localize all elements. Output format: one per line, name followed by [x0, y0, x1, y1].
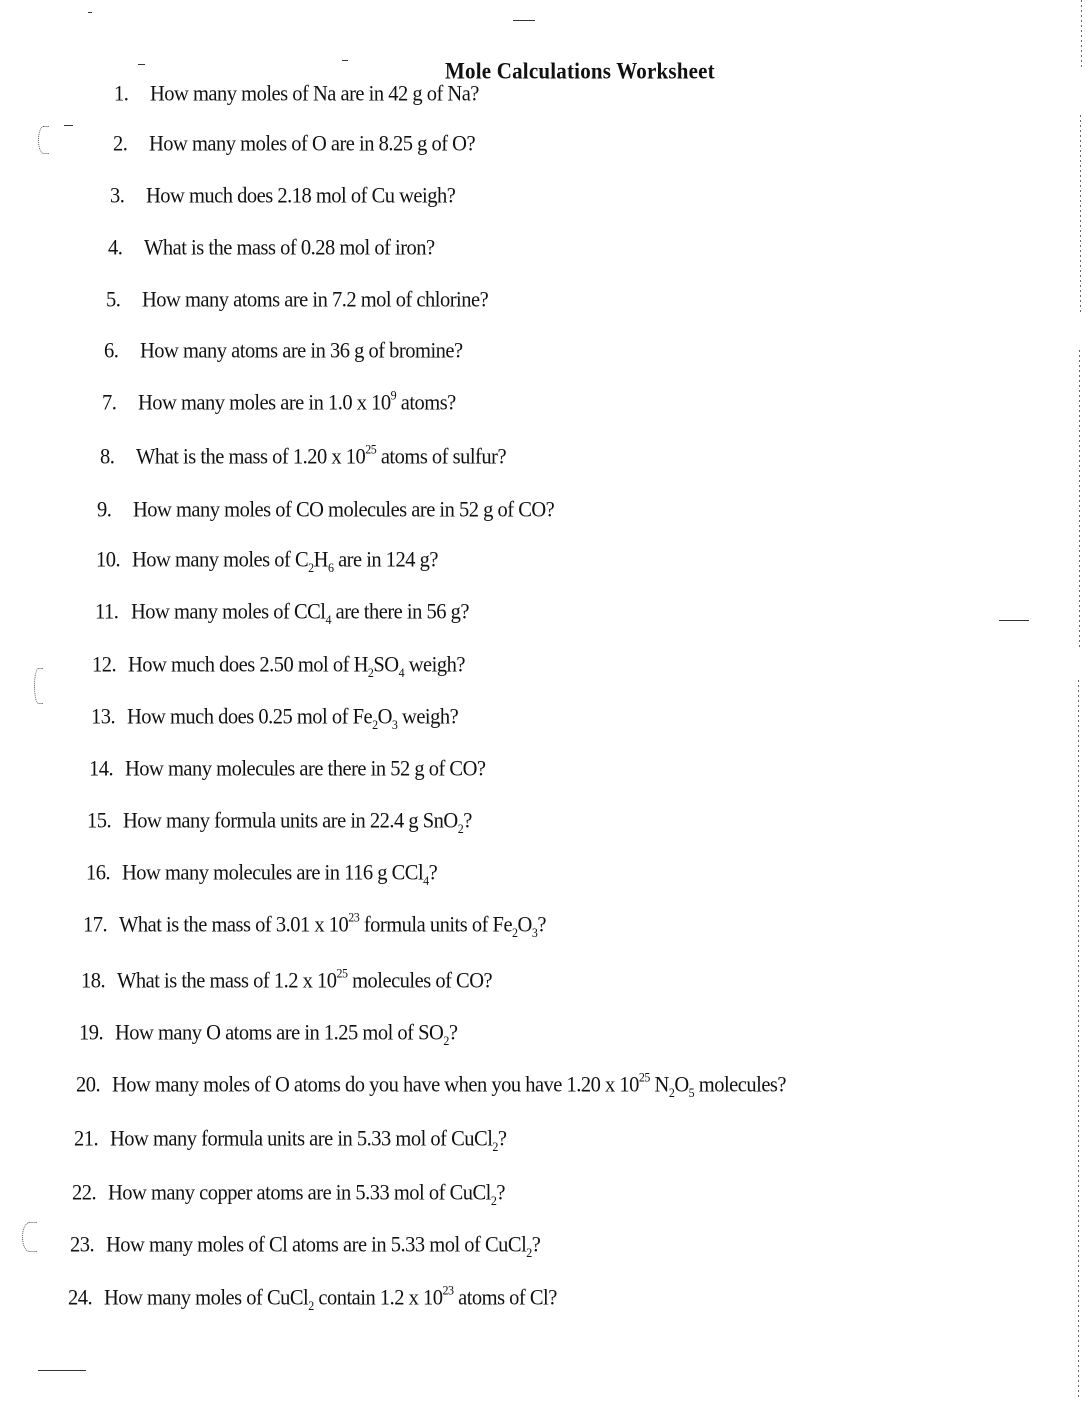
subscript: 6 [327, 559, 334, 575]
question-number: 16. [86, 861, 111, 885]
question-number: 9. [97, 498, 112, 522]
subscript: 2 [668, 1084, 675, 1100]
text-run: How many O atoms are in 1.25 mol of SO [115, 1021, 444, 1045]
text-run: atoms of sulfur? [376, 445, 507, 469]
superscript: 23 [348, 909, 360, 925]
question-number: 24. [68, 1286, 93, 1310]
question-text [110, 1127, 507, 1154]
question-number: 12. [92, 653, 117, 677]
question-item [108, 236, 435, 261]
subscript: 2 [526, 1244, 532, 1260]
text-run: ? [537, 913, 546, 937]
text-run: How many moles of C [132, 548, 309, 572]
scan-edge-line [1081, 0, 1082, 70]
question-number: 2. [113, 132, 128, 156]
question-text [138, 387, 456, 415]
text-run: How many molecules are there in 52 g of CO? [125, 757, 486, 781]
question-text [150, 82, 479, 106]
question-number: 14. [89, 757, 114, 781]
question-number: 17. [83, 913, 108, 937]
text-run: How many moles of O atoms do you have when you have 1.20 x 10 [112, 1073, 639, 1097]
subscript: 2 [492, 1138, 498, 1154]
text-run: formula units of Fe [359, 913, 513, 937]
question-item [97, 498, 554, 523]
question-item [102, 387, 456, 416]
subscript: 2 [308, 1297, 314, 1313]
text-run: weigh? [404, 653, 465, 677]
text-run: How many moles of CCl [131, 600, 326, 624]
question-text [104, 1282, 557, 1313]
question-number: 4. [108, 236, 123, 260]
question-text [133, 498, 554, 522]
text-run: ? [496, 1181, 505, 1205]
question-number: 13. [91, 705, 116, 729]
subscript: 3 [391, 716, 398, 732]
question-number: 8. [100, 445, 115, 469]
text-run: are in 124 g? [333, 548, 439, 572]
text-run: molecules? [694, 1073, 786, 1097]
question-text [128, 653, 465, 680]
scan-edge-line [1079, 350, 1080, 650]
question-item [95, 600, 469, 625]
question-item [89, 757, 485, 782]
question-text [131, 600, 469, 627]
text-run: How many molecules are in 116 g CCl [122, 861, 424, 885]
text-run: are there in 56 g? [331, 600, 469, 624]
question-item [87, 809, 472, 834]
text-run: How many atoms are in 36 g of bromine? [140, 339, 463, 363]
question-item [74, 1127, 507, 1152]
scan-speck [88, 12, 92, 13]
subscript: 5 [688, 1084, 695, 1100]
text-run: molecules of CO? [347, 969, 493, 993]
question-number: 11. [95, 600, 119, 624]
question-text [132, 548, 439, 575]
worksheet-title: Mole Calculations Worksheet [445, 58, 715, 84]
text-run: ? [497, 1127, 507, 1151]
superscript: 25 [336, 965, 348, 981]
subscript: 2 [308, 559, 314, 575]
text-run: ? [463, 809, 472, 833]
question-number: 21. [74, 1127, 99, 1151]
scan-edge-line [1078, 680, 1079, 1400]
question-text [125, 757, 485, 781]
text-run: How many moles of Na are in 42 g of Na? [150, 82, 479, 106]
text-run: How much does 0.25 mol of Fe [127, 705, 373, 729]
question-number: 19. [79, 1021, 104, 1045]
question-item [92, 653, 465, 678]
question-text [117, 965, 493, 993]
subscript: 2 [512, 924, 518, 940]
text-run: N [649, 1073, 669, 1097]
text-run: ? [428, 861, 438, 885]
question-item [83, 909, 546, 940]
text-run: How many copper atoms are in 5.33 mol of CuCl [108, 1181, 491, 1205]
scan-binder-hole-mark [34, 668, 43, 704]
superscript: 25 [638, 1069, 650, 1085]
text-run: How many formula units are in 22.4 g SnO [123, 809, 458, 833]
superscript: 23 [442, 1282, 454, 1298]
question-item [86, 861, 437, 886]
question-text [115, 1021, 458, 1048]
question-text [136, 441, 507, 469]
scan-edge-line [1080, 115, 1081, 315]
question-item [114, 82, 479, 107]
scan-binder-hole-mark [38, 126, 49, 154]
question-number: 23. [70, 1233, 95, 1257]
text-run: O [377, 705, 392, 729]
text-run: atoms of Cl? [453, 1286, 557, 1310]
text-run: atoms? [396, 391, 456, 415]
text-run: How many moles are in 1.0 x 10 [138, 391, 391, 415]
text-run: How many moles of CuCl [104, 1286, 309, 1310]
question-number: 18. [81, 969, 106, 993]
scan-speck [342, 60, 348, 61]
text-run: H [313, 548, 328, 572]
text-run: What is the mass of 3.01 x 10 [119, 913, 349, 937]
text-run: ? [448, 1021, 458, 1045]
question-item [70, 1233, 540, 1258]
text-run: How many atoms are in 7.2 mol of chlorine? [142, 288, 489, 312]
scan-speck [64, 125, 73, 126]
superscript: 9 [390, 387, 397, 403]
text-run: How much does 2.50 mol of H [128, 653, 368, 677]
subscript: 4 [398, 664, 405, 680]
text-run: ? [531, 1233, 541, 1257]
question-text [142, 288, 488, 312]
text-run: weigh? [397, 705, 459, 729]
question-text [108, 1181, 505, 1208]
question-item [96, 548, 438, 573]
question-text [112, 1069, 786, 1100]
subscript: 2 [367, 664, 374, 680]
scan-binder-hole-mark [22, 1222, 37, 1252]
scan-speck [513, 20, 535, 21]
text-run: What is the mass of 0.28 mol of iron? [144, 236, 435, 260]
text-run: How many moles of Cl atoms are in 5.33 mol of CuCl [106, 1233, 527, 1257]
question-number: 15. [87, 809, 112, 833]
text-run: How many moles of CO molecules are in 52 g of CO? [133, 498, 555, 522]
question-item [91, 705, 458, 730]
question-text [140, 339, 463, 363]
question-text [127, 705, 459, 732]
subscript: 4 [325, 611, 331, 627]
subscript: 2 [372, 716, 378, 732]
question-item [76, 1069, 786, 1100]
question-text [149, 132, 475, 156]
subscript: 3 [531, 924, 538, 940]
question-text [146, 184, 455, 208]
text-run: SO [373, 653, 399, 677]
text-run: How many formula units are in 5.33 mol of CuCl [110, 1127, 493, 1151]
question-number: 6. [104, 339, 119, 363]
question-text [122, 861, 438, 888]
question-item [113, 132, 475, 157]
question-item [72, 1181, 505, 1206]
question-item [68, 1282, 557, 1313]
question-item [106, 288, 488, 313]
question-number: 5. [106, 288, 121, 312]
subscript: 4 [423, 872, 429, 888]
question-item [100, 441, 507, 470]
question-item [79, 1021, 457, 1046]
question-text [144, 236, 435, 260]
text-run: What is the mass of 1.20 x 10 [136, 445, 366, 469]
question-text [106, 1233, 541, 1260]
text-run: How much does 2.18 mol of Cu weigh? [146, 184, 456, 208]
subscript: 2 [457, 820, 464, 836]
question-number: 10. [96, 548, 121, 572]
text-run: contain 1.2 x 10 [313, 1286, 443, 1310]
question-number: 22. [72, 1181, 97, 1205]
question-text [119, 909, 546, 940]
text-run: What is the mass of 1.2 x 10 [117, 969, 337, 993]
text-run: O [674, 1073, 689, 1097]
superscript: 25 [365, 441, 377, 457]
question-item [81, 965, 493, 994]
question-number: 1. [114, 82, 129, 106]
question-number: 7. [102, 391, 117, 415]
question-number: 20. [76, 1073, 101, 1097]
subscript: 2 [490, 1192, 497, 1208]
question-item [104, 339, 463, 364]
text-run: O [517, 913, 532, 937]
subscript: 2 [443, 1032, 449, 1048]
scan-speck [138, 64, 145, 65]
question-text [123, 809, 472, 836]
scan-speck [999, 620, 1029, 621]
text-run: How many moles of O are in 8.25 g of O? [149, 132, 476, 156]
question-item [110, 184, 455, 209]
scan-speck [38, 1370, 86, 1371]
question-number: 3. [110, 184, 125, 208]
